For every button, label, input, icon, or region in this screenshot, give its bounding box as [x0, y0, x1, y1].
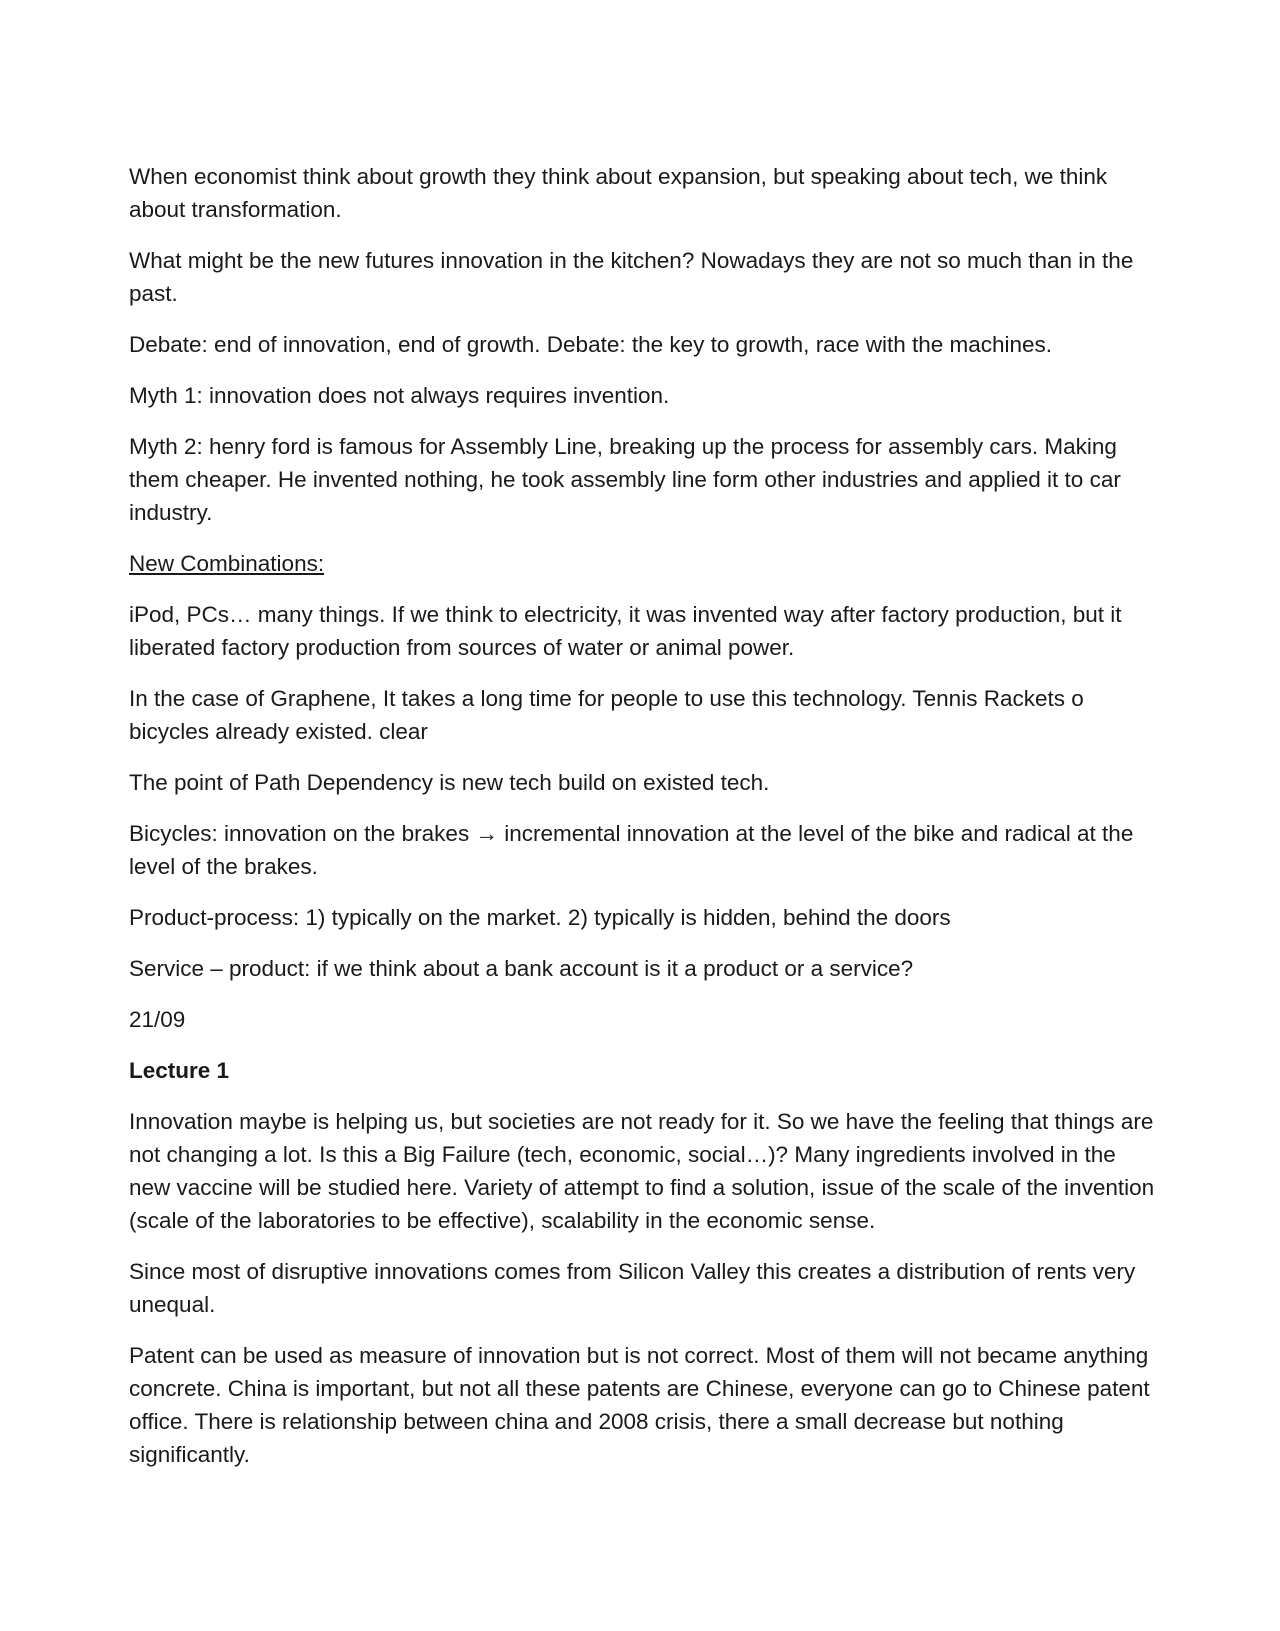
- paragraph-patent: Patent can be used as measure of innovation but is not correct. Most of them will not became anything concrete. China is important, but not all these patents are Chinese, everyone can go to Chinese patent office. There is relationship between china and 2008 crisis, there a small decrease but nothing significantly.: [129, 1343, 1150, 1467]
- paragraph-innovation-societies: Innovation maybe is helping us, but societies are not ready for it. So we have the feeling that things are not changing a lot. Is this a Big Failure (tech, economic, social…)? Many ingredients involved in the new vaccine will be studied here. Variety of attempt to find a solution, issue of the scale of the invention (scale of the laboratories to be effective), scalability in the economic sense.: [129, 1109, 1155, 1233]
- paragraph-ipod: iPod, PCs… many things. If we think to electricity, it was invented way after factory production, but it liberated factory production from sources of water or animal power.: [129, 602, 1122, 660]
- paragraph-path-dependency: The point of Path Dependency is new tech build on existed tech.: [129, 770, 770, 795]
- heading-new-combinations: New Combinations:: [129, 551, 325, 576]
- paragraph-product-process: Product-process: 1) typically on the market. 2) typically is hidden, behind the doors: [129, 905, 951, 930]
- paragraph-silicon-valley: Since most of disruptive innovations comes from Silicon Valley this creates a distribution of rents very unequal.: [129, 1259, 1136, 1317]
- paragraph-debate: Debate: end of innovation, end of growth. Debate: the key to growth, race with the machines.: [129, 332, 1053, 357]
- paragraph-myth-1: Myth 1: innovation does not always requires invention.: [129, 383, 670, 408]
- document-body: [129, 160, 1159, 1489]
- paragraph-graphene: In the case of Graphene, It takes a long time for people to use this technology. Tennis Rackets o bicycles already existed. clear: [129, 686, 1084, 744]
- paragraph-growth: When economist think about growth they think about expansion, but speaking about tech, we think about transformation.: [129, 164, 1108, 222]
- paragraph-bicycles: Bicycles: innovation on the brakes → incremental innovation at the level of the bike and radical at the level of the brakes.: [129, 821, 1134, 879]
- heading-lecture-1: Lecture 1: [129, 1058, 230, 1083]
- paragraph-myth-2: Myth 2: henry ford is famous for Assembly Line, breaking up the process for assembly cars. Making them cheaper. He invented nothing, he took assembly line form other industries and applied it to car industry.: [129, 434, 1121, 525]
- paragraph-kitchen: What might be the new futures innovation in the kitchen? Nowadays they are not so much than in the past.: [129, 248, 1134, 306]
- date-label: 21/09: [129, 1007, 186, 1032]
- paragraph-service-product: Service – product: if we think about a bank account is it a product or a service?: [129, 956, 914, 981]
